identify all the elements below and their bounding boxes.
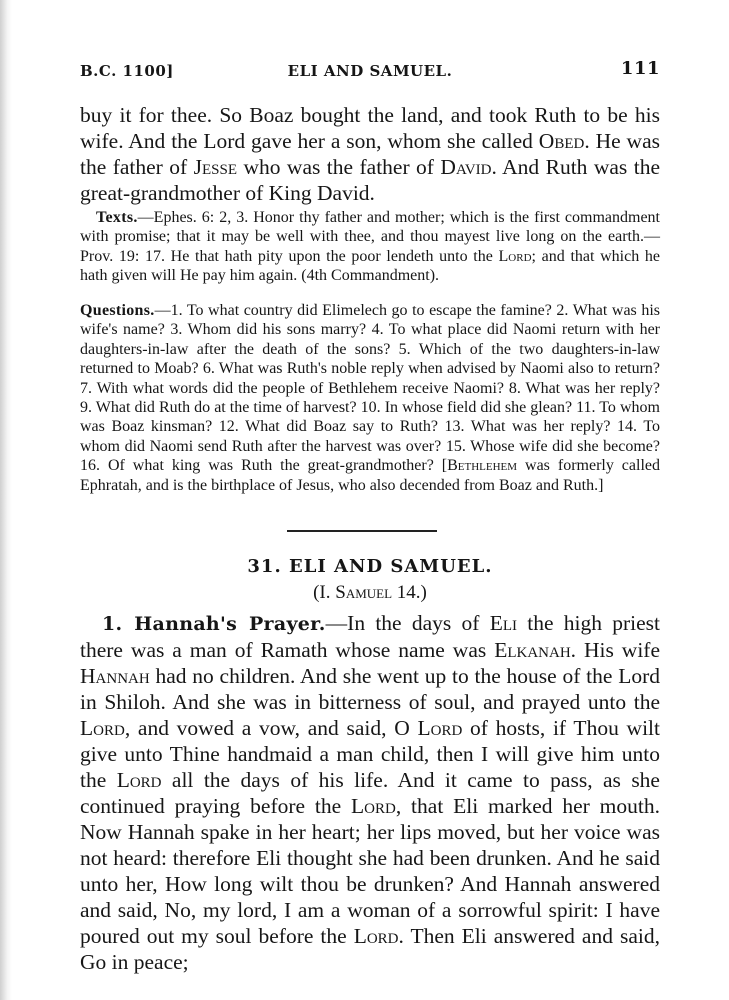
section-hannahs-prayer: 1. Hannah's Prayer.—In the days of Eli the high priest there was a man of Ramath whose name was Elkanah. His wife Hannah had no children. And she went up to the house of the Lord in Shiloh. And she was in bitterness of soul, and prayed unto the Lord, and vowed a vow, and said, O Lord of hosts, if Thou wilt give unto Thine handmaid a man child, then I will give him unto the Lord all the days of his life. And it came to pass, as she continued praying before the Lord, that Eli marked her mouth. Now Hannah spake in her heart; her lips moved, but her voice was not heard: therefore Eli thought she had been drunken. And he said unto her, How long wilt thou be drunken? And Hannah answered and said, No, my lord, I am a woman of a sorrowful spirit: I have poured out my soul before the Lord. Then Eli answered and said, Go in peace;: [80, 611, 660, 974]
section-divider: [287, 530, 437, 532]
opening-paragraph: buy it for thee. So Boaz bought the land, and took Ruth to be his wife. And the Lord gave her a son, whom she called Obed. He was the father of Jesse who was the father of David. And Ruth was the great-grandmother of King David.: [80, 103, 660, 205]
header-date: B.C. 1100]: [80, 62, 174, 80]
chapter-reference: (I. Samuel 14.): [313, 582, 427, 603]
name-jesse: Jesse: [193, 155, 238, 179]
section-label: 1. Hannah's Prayer.: [102, 613, 326, 635]
page-number: 111: [620, 58, 660, 79]
texts-label: Texts.: [96, 209, 138, 226]
questions-paragraph: Questions.—1. To what country did Elimelech go to escape the famine? 2. What was his wife's name? 3. Whom did his sons marry? 4. To what place did Naomi return with her daughters-in-law after the death of the sons? 5. Which of the two daughters-in-law returned to Moab? 6. What was Ruth's noble reply when advised by Naomi also to return? 7. With what words did the people of Bethlehem receive Naomi? 8. What was her reply? 9. What did Ruth do at the time of harvest? 10. In whose field did she glean? 11. To whom was Boaz kinsman? 12. What did Boaz say to Ruth? 13. What was her reply? 14. To whom did Naomi send Ruth after the harvest was over? 15. Whose wife did she become? 16. Of what king was Ruth the great-grandmother? [Bethlehem was formerly called Ephratah, and is the birthplace of Jesus, who also decended from Boaz and Ruth.]: [80, 302, 660, 494]
questions-label: Questions.: [80, 302, 155, 319]
name-obed: Obed: [538, 129, 585, 153]
texts-paragraph: Texts.—Ephes. 6: 2, 3. Honor thy father and mother; which is the first commandment with promise; that it may be well with thee, and thou mayest live long on the earth.—Prov. 19: 17. He that hath pity upon the poor lendeth unto the Lord; and that which he hath given will He pay him again. (4th Commandment).: [80, 209, 660, 285]
running-header: [80, 58, 660, 84]
chapter-title: 31. ELI AND SAMUEL.: [247, 556, 493, 577]
header-title: ELI AND SAMUEL.: [287, 62, 453, 80]
name-david: David: [440, 155, 492, 179]
page-gutter-shadow: [0, 0, 12, 1000]
